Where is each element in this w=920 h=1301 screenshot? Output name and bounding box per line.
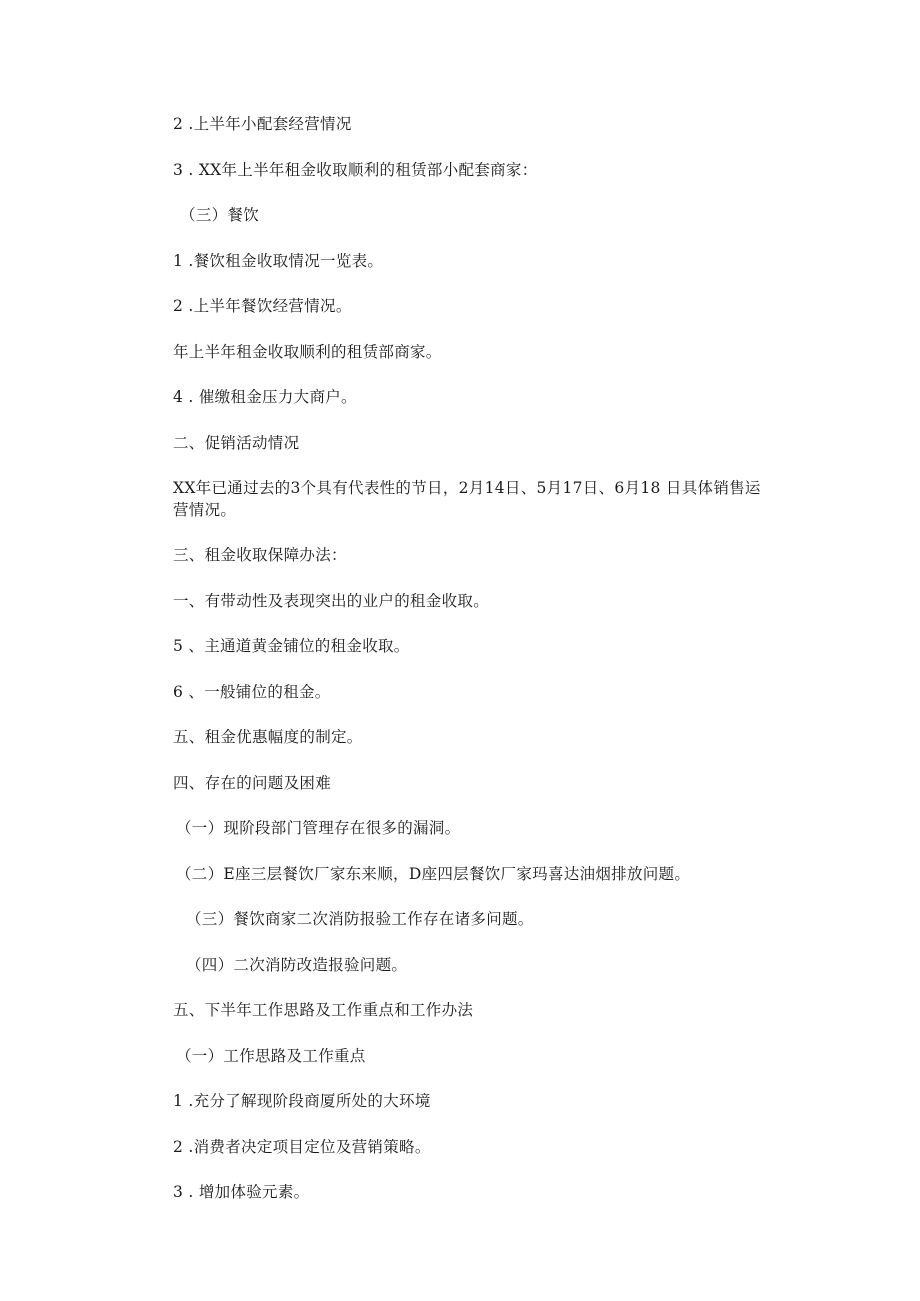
text-line-focus-item-2: 2 .消费者决定项目定位及营销策略。 (173, 1138, 431, 1156)
section-heading-rent-guarantee: 三、租金收取保障办法： (173, 546, 347, 564)
text-line-problem-3: （三）餐饮商家二次消防报验工作存在诸多问题。 (186, 910, 534, 928)
text-line-subitem-3-small-facilities-tenants: 3 . XX年上半年租金收取顺利的租赁部小配套商家： (173, 161, 538, 179)
text-line-problem-4: （四）二次消防改造报验问题。 (186, 956, 408, 974)
paragraph-promotions-holidays: XX年已通过去的3个具有代表性的节日，2月14日、5月17日、6月18 日具体销售运营情况。 (173, 479, 761, 519)
section-heading-catering: （三）餐饮 (180, 206, 260, 224)
text-line-problem-1: （一）现阶段部门管理存在很多的漏洞。 (176, 819, 461, 837)
subsection-heading-work-focus: （一）工作思路及工作重点 (176, 1047, 366, 1065)
text-line-subitem-4-rent-pressure: 4 . 催缴租金压力大商户。 (173, 388, 357, 406)
section-heading-second-half-plan: 五、下半年工作思路及工作重点和工作办法 (173, 1001, 474, 1019)
text-line-item-5-main-aisle: 5 、主通道黄金铺位的租金收取。 (173, 637, 410, 655)
text-line-focus-item-3: 3 . 增加体验元素。 (173, 1183, 310, 1201)
text-line-subitem-1-catering-table: 1 .餐饮租金收取情况一览表。 (173, 252, 384, 270)
section-heading-problems: 四、存在的问题及困难 (173, 774, 332, 792)
text-line-rent-discount: 五、租金优惠幅度的制定。 (173, 728, 363, 746)
text-line-subitem-2-catering-operations: 2 .上半年餐饮经营情况。 (173, 297, 352, 315)
text-line-subitem-2-small-facilities: 2 .上半年小配套经营情况 (173, 115, 352, 133)
text-line-focus-item-1: 1 .充分了解现阶段商厦所处的大环境 (173, 1092, 431, 1110)
text-line-rent-collection-tenants: 年上半年租金收取顺利的租赁部商家。 (173, 343, 442, 361)
text-line-item-6-general-shops: 6 、一般铺位的租金。 (173, 683, 331, 701)
text-line-leading-tenants-rent: 一、有带动性及表现突出的业户的租金收取。 (173, 592, 490, 610)
section-heading-promotions: 二、促销活动情况 (173, 434, 300, 452)
text-line-problem-2: （二）E座三层餐饮厂家东来顺，D座四层餐饮厂家玛喜达油烟排放问题。 (176, 865, 691, 883)
